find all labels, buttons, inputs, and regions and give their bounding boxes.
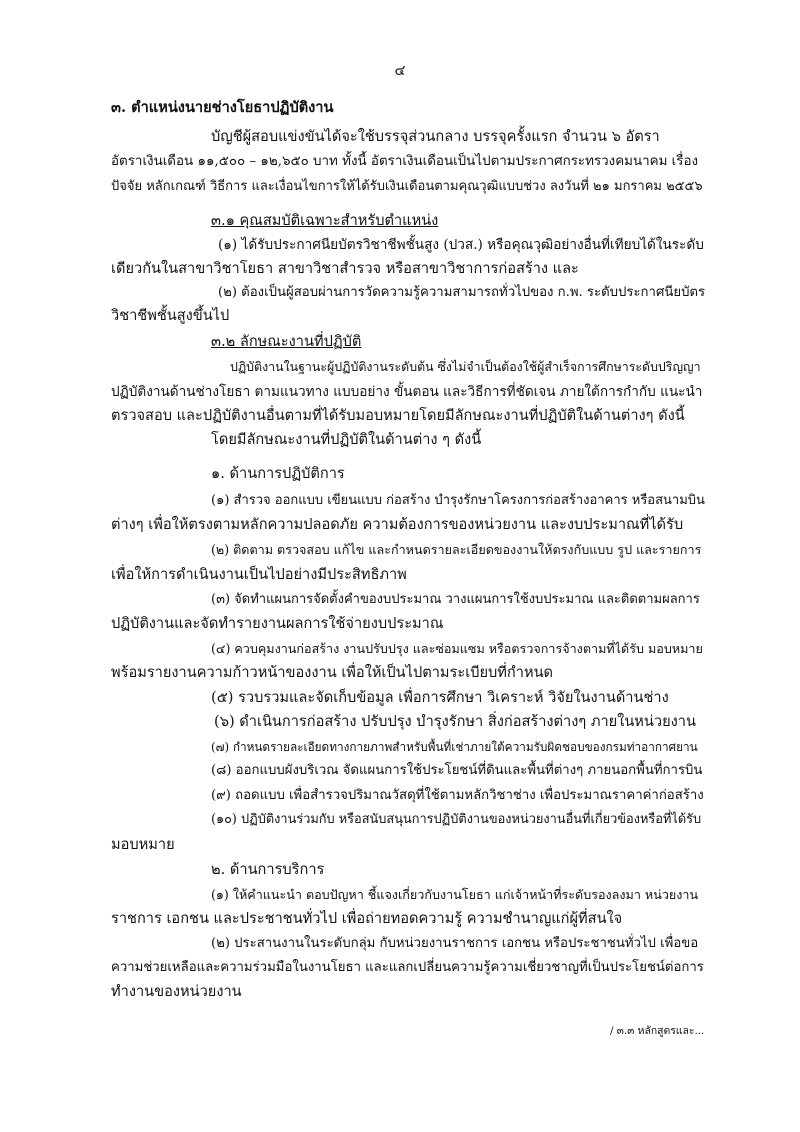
operations-item: เพื่อให้การดำเนินงานเป็นไปอย่างมีประสิทธิภาพ [111,566,407,583]
section-3-intro-line: อัตราเงินเดือน ๑๑,๕๐๐ – ๑๒,๖๕๐ บาท ทั้งนี้ อัตราเงินเดือนเป็นไปตามประกาศกระทรวงคมนาคม เรื่อง [111,154,699,169]
operations-item: (๓) จัดทำแผนการจัดตั้งคำของบประมาณ วางแผนการใช้งบประมาณ และติดตามผลการ [211,592,700,607]
operations-item: (๖) ดำเนินการก่อสร้าง ปรับปรุง บำรุงรักษา สิ่งก่อสร้างต่างๆ ภายในหน่วยงาน [214,713,696,730]
section-3-1-heading: ๓.๑ คุณสมบัติเฉพาะสำหรับตำแหน่ง [211,212,439,229]
qualification-line: เดียวกันในสาขาวิชาโยธา สาขาวิชาสำรวจ หรือสาขาวิชาการก่อสร้าง และ [111,260,579,277]
section-3-heading: ๓. ตำแหน่งนายช่างโยธาปฏิบัติงาน [111,99,334,116]
operations-item: (๙) ถอดแบบ เพื่อสำรวจปริมาณวัสดุที่ใช้ตามหลักวิชาช่าง เพื่อประมาณราคาค่าก่อสร้าง [211,788,704,803]
continuation-note: / ๓.๓ หลักสูตรและ... [610,1025,705,1037]
services-item: ความช่วยเหลือและความร่วมมือในงานโยธา และแลกเปลี่ยนความรู้ความเชี่ยวชาญที่เป็นประโยชน์ต่อการ [111,960,704,975]
operations-item: ต่างๆ เพื่อให้ตรงตามหลักความปลอดภัย ความต้องการของหน่วยงาน และงบประมาณที่ได้รับ [111,516,684,533]
section-3-intro-line: ปัจจัย หลักเกณฑ์ วิธีการ และเงื่อนไขการให้ได้รับเงินเดือนตามคุณวุฒิแบบช่วง ลงวันที่ ๒๑ มกราคม ๒๕๕๖ [111,179,703,194]
operations-item: มอบหมาย [111,836,175,853]
qualification-line: (๒) ต้องเป็นผู้สอบผ่านการวัดความรู้ความสามารถทั่วไปของ ก.พ. ระดับประกาศนียบัตร [218,285,706,300]
operations-item: (๕) รวบรวมและจัดเก็บข้อมูล เพื่อการศึกษา วิเคราะห์ วิจัยในงานด้านช่าง [211,689,669,706]
operations-item: (๒) ติดตาม ตรวจสอบ แก้ไข และกำหนดรายละเอียดของงานให้ตรงกับแบบ รูป และรายการ [211,542,702,557]
services-item: ทำงานของหน่วยงาน [111,983,242,1000]
operations-item: (๗) กำหนดรายละเอียดทางกายภาพสำหรับพื้นที่เช่าภายใต้ความรับผิดชอบของกรมท่าอากาศยาน [211,740,698,754]
operations-heading: ๑. ด้านการปฏิบัติการ [211,465,345,482]
operations-item: ปฏิบัติงานและจัดทำรายงานผลการใช้จ่ายงบประมาณ [111,615,444,632]
section-3-2-heading: ๓.๒ ลักษณะงานที่ปฏิบัติ [211,333,362,350]
services-heading: ๒. ด้านการบริการ [211,861,325,878]
services-item: ราชการ เอกชน และประชาชนทั่วไป เพื่อถ่ายทอดความรู้ ความชำนาญแก่ผู้ที่สนใจ [111,910,623,927]
section-3-intro-line: บัญชีผู้สอบแข่งขันได้จะใช้บรรจุส่วนกลาง บรรจุครั้งแรก จำนวน ๖ อัตรา [211,128,660,145]
operations-item: (๑) สำรวจ ออกแบบ เขียนแบบ ก่อสร้าง บำรุงรักษาโครงการก่อสร้างอาคาร หรือสนามบิน [211,493,705,508]
job-description-line: ตรวจสอบ และปฏิบัติงานอื่นตามที่ได้รับมอบหมายโดยมีลักษณะงานที่ปฏิบัติในด้านต่างๆ ดังนี้ [111,407,685,424]
qualification-line: (๑) ได้รับประกาศนียบัตรวิชาชีพชั้นสูง (ปวส.) หรือคุณวุฒิอย่างอื่นที่เทียบได้ในระดับ [218,237,704,253]
operations-item: (๔) ควบคุมงานก่อสร้าง งานปรับปรุง และซ่อมแซม หรือตรวจการจ้างตามที่ได้รับ มอบหมาย [211,641,703,656]
job-description-line: ปฏิบัติงานในฐานะผู้ปฏิบัติงานระดับต้น ซึ่งไม่จำเป็นต้องใช้ผู้สำเร็จการศึกษาระดับปริญญา [230,359,701,374]
job-description-line: โดยมีลักษณะงานที่ปฏิบัติในด้านต่าง ๆ ดังนี้ [211,431,482,448]
qualification-line: วิชาชีพชั้นสูงขึ้นไป [111,307,230,324]
services-item: (๑) ให้คำแนะนำ ตอบปัญหา ชี้แจงเกี่ยวกับงานโยธา แก่เจ้าหน้าที่ระดับรองลงมา หน่วยงาน [211,887,699,902]
page-number: ๔ [394,62,406,79]
operations-item: (๑๐) ปฏิบัติงานร่วมกับ หรือสนับสนุนการปฏิบัติงานของหน่วยงานอื่นที่เกี่ยวข้องหรือที่ได้รับ [211,812,702,827]
services-item: (๒) ประสานงานในระดับกลุ่ม กับหน่วยงานราชการ เอกชน หรือประชาชนทั่วไป เพื่อขอ [211,936,699,951]
operations-item: พร้อมรายงานความก้าวหน้าของงาน เพื่อให้เป็นไปตามระเบียบที่กำหนด [111,664,554,681]
operations-item: (๘) ออกแบบผังบริเวณ จัดแผนการใช้ประโยชน์ที่ดินและพื้นที่ต่างๆ ภายนอกพื้นที่การบิน [211,763,703,778]
job-description-line: ปฏิบัติงานด้านช่างโยธา ตามแนวทาง แบบอย่าง ขั้นตอน และวิธีการที่ชัดเจน ภายใต้การกำกับ แนะนำ [111,384,703,400]
